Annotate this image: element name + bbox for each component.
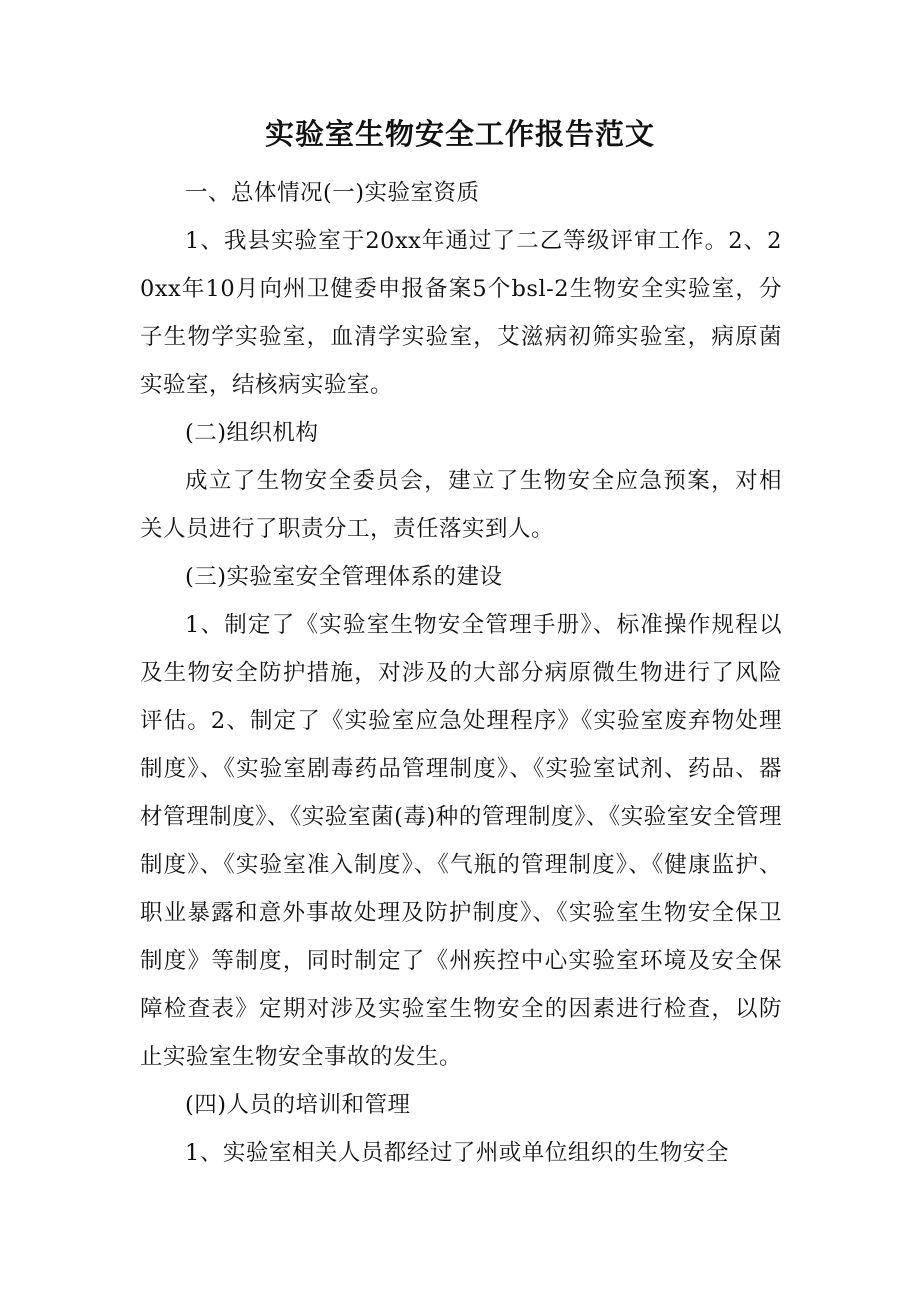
- section-heading-management-system: (三)实验室安全管理体系的建设: [185, 564, 503, 590]
- section-heading-organization: (二)组织机构: [185, 420, 319, 446]
- section-heading-training: (四)人员的培训和管理: [185, 1092, 411, 1118]
- paragraph-management-system: 1、制定了《实验室生物安全管理手册》、标准操作规程以及生物安全防护措施，对涉及的大部分病原微生物进行了风险评估。2、制定了《实验室应急处理程序》《实验室废弃物处理制度》、《实验室剧毒药品管理制度》、《实验室试剂、药品、器材管理制度》、《实验室菌(毒)种的管理制度》、《实验室安全管理制度》、《实验室准入制度》、《气瓶的管理制度》、《健康监护、职业暴露和意外事故处理及防护制度》、《实验室生物安全保卫制度》等制度，同时制定了《州疾控中心实验室环境及安全保障检查表》定期对涉及实验室生物安全的因素进行检查，以防止实验室生物安全事故的发生。: [140, 612, 782, 1070]
- paragraph-training: 1、实验室相关人员都经过了州或单位组织的生物安全: [185, 1140, 729, 1166]
- document-title: 实验室生物安全工作报告范文: [264, 117, 655, 151]
- paragraph-organization: 成立了生物安全委员会，建立了生物安全应急预案，对相关人员进行了职责分工，责任落实到人。: [140, 468, 782, 542]
- section-heading-overview: 一、总体情况(一)实验室资质: [185, 180, 480, 206]
- document-body: [140, 169, 782, 1177]
- paragraph-lab-qualification: 1、我县实验室于20xx年通过了二乙等级评审工作。2、20xx年10月向州卫健委申报备案5个bsl-2生物安全实验室，分子生物学实验室，血清学实验室，艾滋病初筛实验室，病原菌实验室，结核病实验室。: [140, 228, 782, 398]
